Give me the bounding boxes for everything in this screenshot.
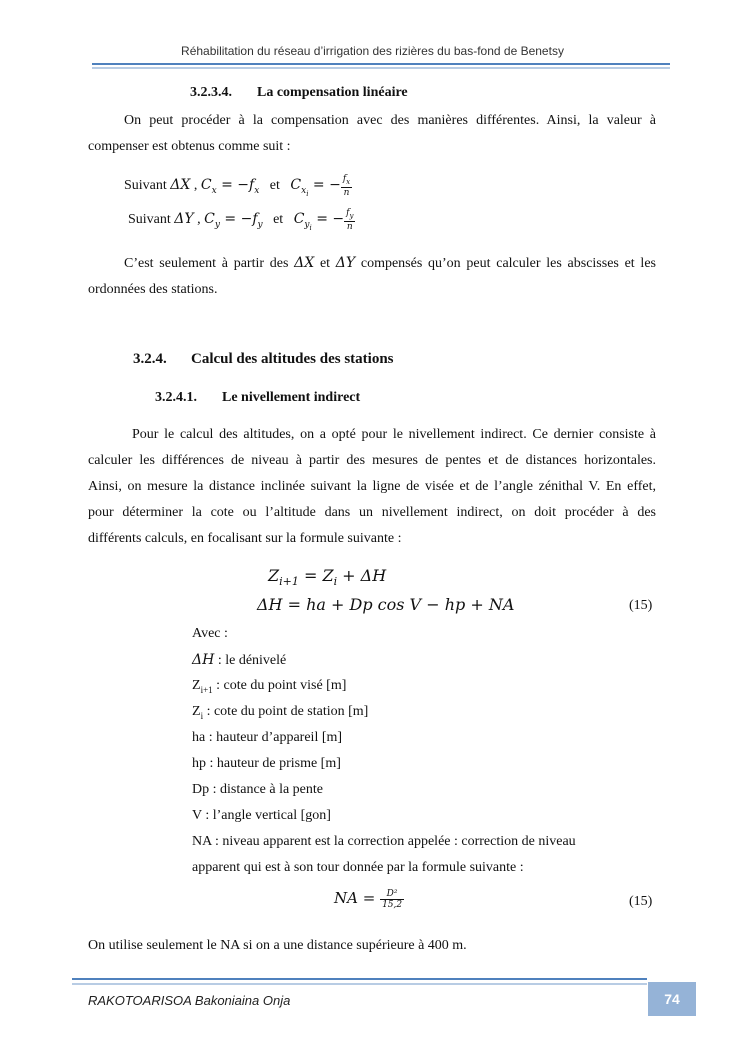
section-3241-title: Le nivellement indirect [222, 390, 361, 405]
fraction-fy-n: $\frac{f_y}{n}$ [346, 207, 354, 232]
fraction-fx-n: $\frac{f_x}{n}$ [342, 173, 351, 198]
formula-dh: ΔH = ha + Dp cos V − hp + NA [257, 595, 515, 614]
closing-sentence: On utilise seulement le NA si on a une distance supérieure à 400 m. [88, 938, 467, 953]
legend-dh: ΔH : le dénivelé [192, 652, 287, 668]
legend-zi: $Z_i$ : cote du point de station [m] [192, 704, 369, 721]
section-3241-number: 3.2.4.1. [155, 390, 197, 405]
legend-na-line2: apparent qui est à son tour donnée par la formule suivante : [192, 860, 524, 875]
legend-zi1: $Z_{i+1}$ : cote du point visé [m] [192, 678, 347, 695]
paragraph-line: Ainsi, on mesure la distance inclinée suivant la ligne de visée et de l’angle zénithal V. En effet, [88, 479, 656, 494]
header-rule [92, 63, 670, 65]
section-3234-number: 3.2.3.4. [190, 85, 232, 100]
paragraph-line: calculer les différences de niveau à partir des mesures de pentes et de distances horizontales. [88, 453, 656, 468]
paragraph-compensation [88, 108, 656, 160]
equation-cy: Suivant ΔY , $C_y = -f_y$ et $C_{y_i}$ = − $\frac{f_y}{n}$ [128, 207, 354, 232]
legend-ha: ha : hauteur d’appareil [m] [192, 730, 343, 745]
fraction-d2: $\frac{\text{D²}}{15,2}$ [382, 889, 403, 911]
paragraph-line: Pour le calcul des altitudes, on a opté pour le nivellement indirect. Ce dernier consiste à [132, 427, 656, 442]
page-number: 74 [648, 982, 696, 1016]
section-324-title: Calcul des altitudes des stations [191, 351, 394, 367]
paragraph-line: On peut procéder à la compensation avec des manières différentes. Ainsi, la valeur à [124, 113, 656, 128]
header-rule-light [92, 67, 670, 69]
equation-cx: Suivant ΔX , $C_x = -f_x$ et $C_{x_i}$ = − $\frac{f_x}{n}$ [124, 173, 351, 198]
equation-number: (15) [629, 598, 653, 613]
paragraph-line: compenser est obtenus comme suit : [88, 139, 291, 154]
formula-z: $Z_{i+1} = Z_i + \Delta H$ [268, 566, 387, 589]
running-header: Réhabilitation du réseau d’irrigation des rizières du bas-fond de Benetsy [181, 44, 564, 58]
formula-na: NA = $\frac{\text{D²}}{15,2}$ [334, 889, 403, 911]
legend-v: V : l’angle vertical [gon] [192, 808, 331, 823]
legend-avec: Avec : [192, 626, 228, 641]
paragraph-line: C’est seulement à partir des ΔX et ΔY compensés qu’on peut calculer les abscisses et les [124, 255, 656, 271]
footer-rule [72, 978, 647, 980]
paragraph-line: ordonnées des stations. [88, 282, 218, 297]
legend-dp: Dp : distance à la pente [192, 782, 324, 797]
legend-na-line1: NA : niveau apparent est la correction appelée : correction de niveau [192, 834, 576, 849]
paragraph-line: pour déterminer la cote ou l’altitude dans un nivellement indirect, on doit procéder à des [88, 505, 656, 520]
paragraph-line: différents calculs, en focalisant sur la formule suivante : [88, 531, 402, 546]
equation-number-na: (15) [629, 894, 653, 909]
footer-author: RAKOTOARISOA Bakoniaina Onja [88, 993, 291, 1008]
section-324-number: 3.2.4. [133, 351, 167, 367]
paragraph-stations [88, 250, 656, 303]
section-3234-title: La compensation linéaire [257, 85, 408, 100]
footer-rule-light [72, 983, 647, 985]
paragraph-nivellement [88, 422, 656, 552]
legend-hp: hp : hauteur de prisme [m] [192, 756, 341, 771]
